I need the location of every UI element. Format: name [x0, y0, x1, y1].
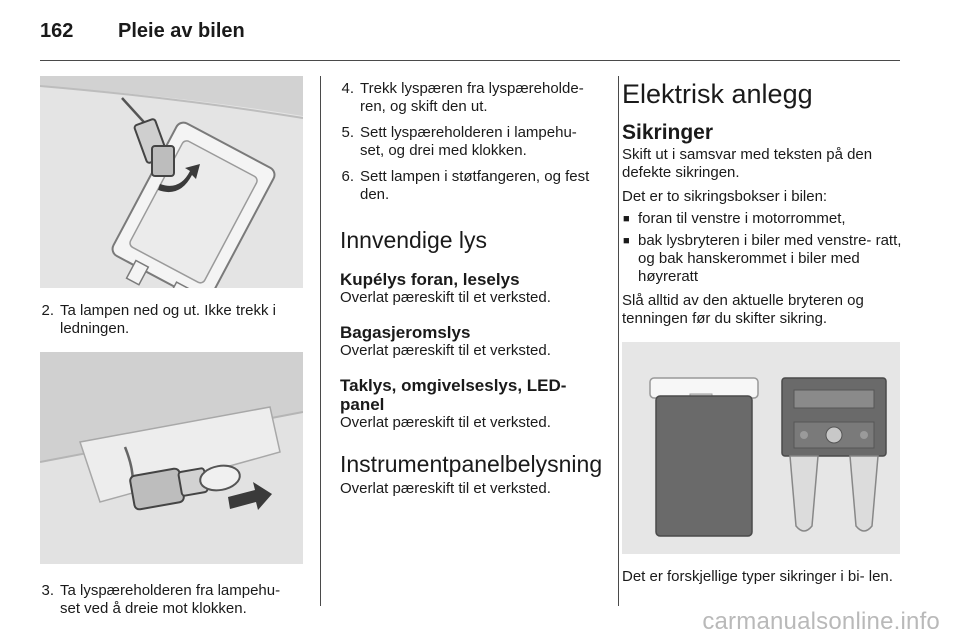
- subheading-load-compartment: Bagasjeromslys: [340, 323, 471, 342]
- figure-lamp-removal: [40, 76, 303, 288]
- column-2: [340, 80, 605, 498]
- text-switch-off: Slå alltid av den aktuelle bryteren og tenningen før du skifter sikring.: [622, 292, 864, 327]
- fuse-types-illustration: [622, 342, 900, 554]
- lamp-removal-illustration: [40, 76, 303, 288]
- heading-interior-lights: Innvendige lys: [340, 227, 488, 253]
- column-divider-1: [320, 76, 321, 606]
- column-1: [40, 76, 303, 618]
- text-load-compartment: Overlat pæreskift til et verksted.: [340, 342, 551, 359]
- bullet-text: foran til venstre i motorrommet,: [638, 210, 846, 227]
- subheading-front-courtesy: Kupélys foran, leselys: [340, 270, 520, 289]
- step-number: 4.: [341, 80, 354, 97]
- header-rule: [40, 60, 900, 61]
- bullet-text: bak lysbryteren i biler med venstre- ratt, og bak hanskerommet i biler med høyreratt: [638, 232, 902, 285]
- bulb-holder-illustration: [40, 352, 303, 564]
- bullet-icon: ■: [623, 235, 630, 247]
- step-number: 5.: [341, 124, 354, 141]
- section-title: Pleie av bilen: [118, 20, 245, 42]
- bullet-item: [622, 232, 904, 286]
- step-6: [340, 168, 605, 204]
- step-text: Trekk lyspæren fra lyspæreholde- ren, og skift den ut.: [360, 80, 584, 115]
- step-number: 2.: [41, 302, 54, 319]
- text-fuse-caption: Det er forskjellige typer sikringer i bi- len.: [622, 568, 893, 585]
- bullet-icon: ■: [623, 213, 630, 225]
- step-number: 3.: [41, 582, 54, 599]
- step-3: [40, 582, 303, 618]
- bullet-item: [622, 210, 904, 228]
- watermark: carmanualsonline.info: [702, 608, 940, 635]
- step-text: Sett lampen i støtfangeren, og fest den.: [360, 168, 590, 203]
- page-number: 162: [40, 20, 74, 42]
- step-text: Sett lyspæreholderen i lampehu- set, og drei med klokken.: [360, 124, 577, 159]
- step-number: 6.: [341, 168, 354, 185]
- step-text: Ta lyspæreholderen fra lampehu- set ved å dreie mot klokken.: [60, 582, 281, 617]
- step-4: [340, 80, 605, 116]
- step-5: [340, 124, 605, 160]
- fuse-body: [656, 396, 752, 536]
- text-roof-lights: Overlat pæreskift til et verksted.: [340, 414, 551, 431]
- text-fuse-boxes: Det er to sikringsbokser i bilen:: [622, 188, 828, 205]
- text-front-courtesy: Overlat pæreskift til et verksted.: [340, 289, 551, 306]
- text-fuse-intro: Skift ut i samsvar med teksten på den defekte sikringen.: [622, 146, 873, 181]
- subheading-roof-lights: Taklys, omgivelseslys, LED- panel: [340, 376, 567, 414]
- step-text: Ta lampen ned og ut. Ikke trekk i ledningen.: [60, 302, 276, 337]
- heading-electrical-system: Elektrisk anlegg: [622, 79, 813, 109]
- step-2: [40, 302, 303, 338]
- subheading-fuses: Sikringer: [622, 121, 714, 144]
- page-header: [40, 20, 245, 50]
- figure-fuse-types: [622, 342, 900, 554]
- text-instrument-panel: Overlat pæreskift til et verksted.: [340, 480, 551, 497]
- column-3: [622, 78, 904, 586]
- figure-bulb-holder: [40, 352, 303, 564]
- heading-instrument-panel: Instrumentpanelbelysning: [340, 451, 603, 477]
- column-divider-2: [618, 76, 619, 606]
